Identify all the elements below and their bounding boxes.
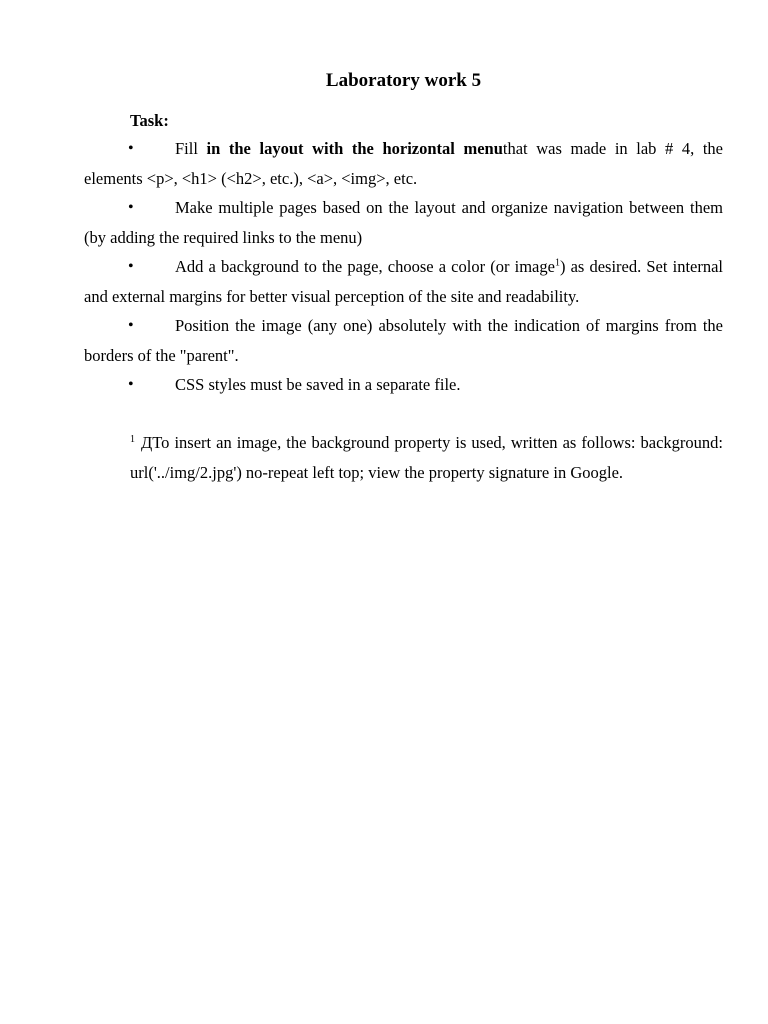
- task-label: Task:: [130, 111, 169, 130]
- item-text: CSS styles must be saved in a separate file.: [175, 375, 461, 394]
- footnote-marker: 1: [130, 433, 135, 445]
- list-item: [84, 311, 723, 370]
- bullet-icon: •: [128, 258, 134, 275]
- item-text: that was made in lab # 4, the elements <p>, <h1> (<h2>, etc.), <a>, <img>, etc.: [84, 139, 723, 188]
- task-list: [84, 134, 723, 400]
- item-text: Fill: [175, 139, 207, 158]
- list-item: [84, 134, 723, 193]
- bullet-icon: •: [128, 140, 134, 157]
- item-bold-text: in the layout with the horizontal menu: [206, 139, 503, 158]
- footnote-reference: 1: [554, 257, 560, 269]
- bullet-icon: •: [128, 199, 134, 216]
- footnote-text: ДTo insert an image, the background property is used, written as follows: background: url('../img/2.jpg') no-repeat left top; view the property signature in Google.: [130, 433, 723, 482]
- bullet-icon: •: [128, 376, 134, 393]
- page-title: Laboratory work 5: [325, 70, 482, 91]
- list-item: [84, 252, 723, 311]
- bullet-icon: •: [128, 317, 134, 334]
- list-item: [84, 370, 723, 400]
- footnote: [130, 428, 723, 487]
- item-text: ) as desired. Set internal and external margins for better visual perception of the site and readability.: [84, 257, 723, 306]
- item-text: Make multiple pages based on the layout and organize navigation between them (by adding the required links to the menu): [84, 198, 723, 247]
- item-text: Position the image (any one) absolutely with the indication of margins from the borders of the "parent".: [84, 316, 723, 365]
- item-text: Add a background to the page, choose a color (or image: [175, 257, 555, 276]
- list-item: [84, 193, 723, 252]
